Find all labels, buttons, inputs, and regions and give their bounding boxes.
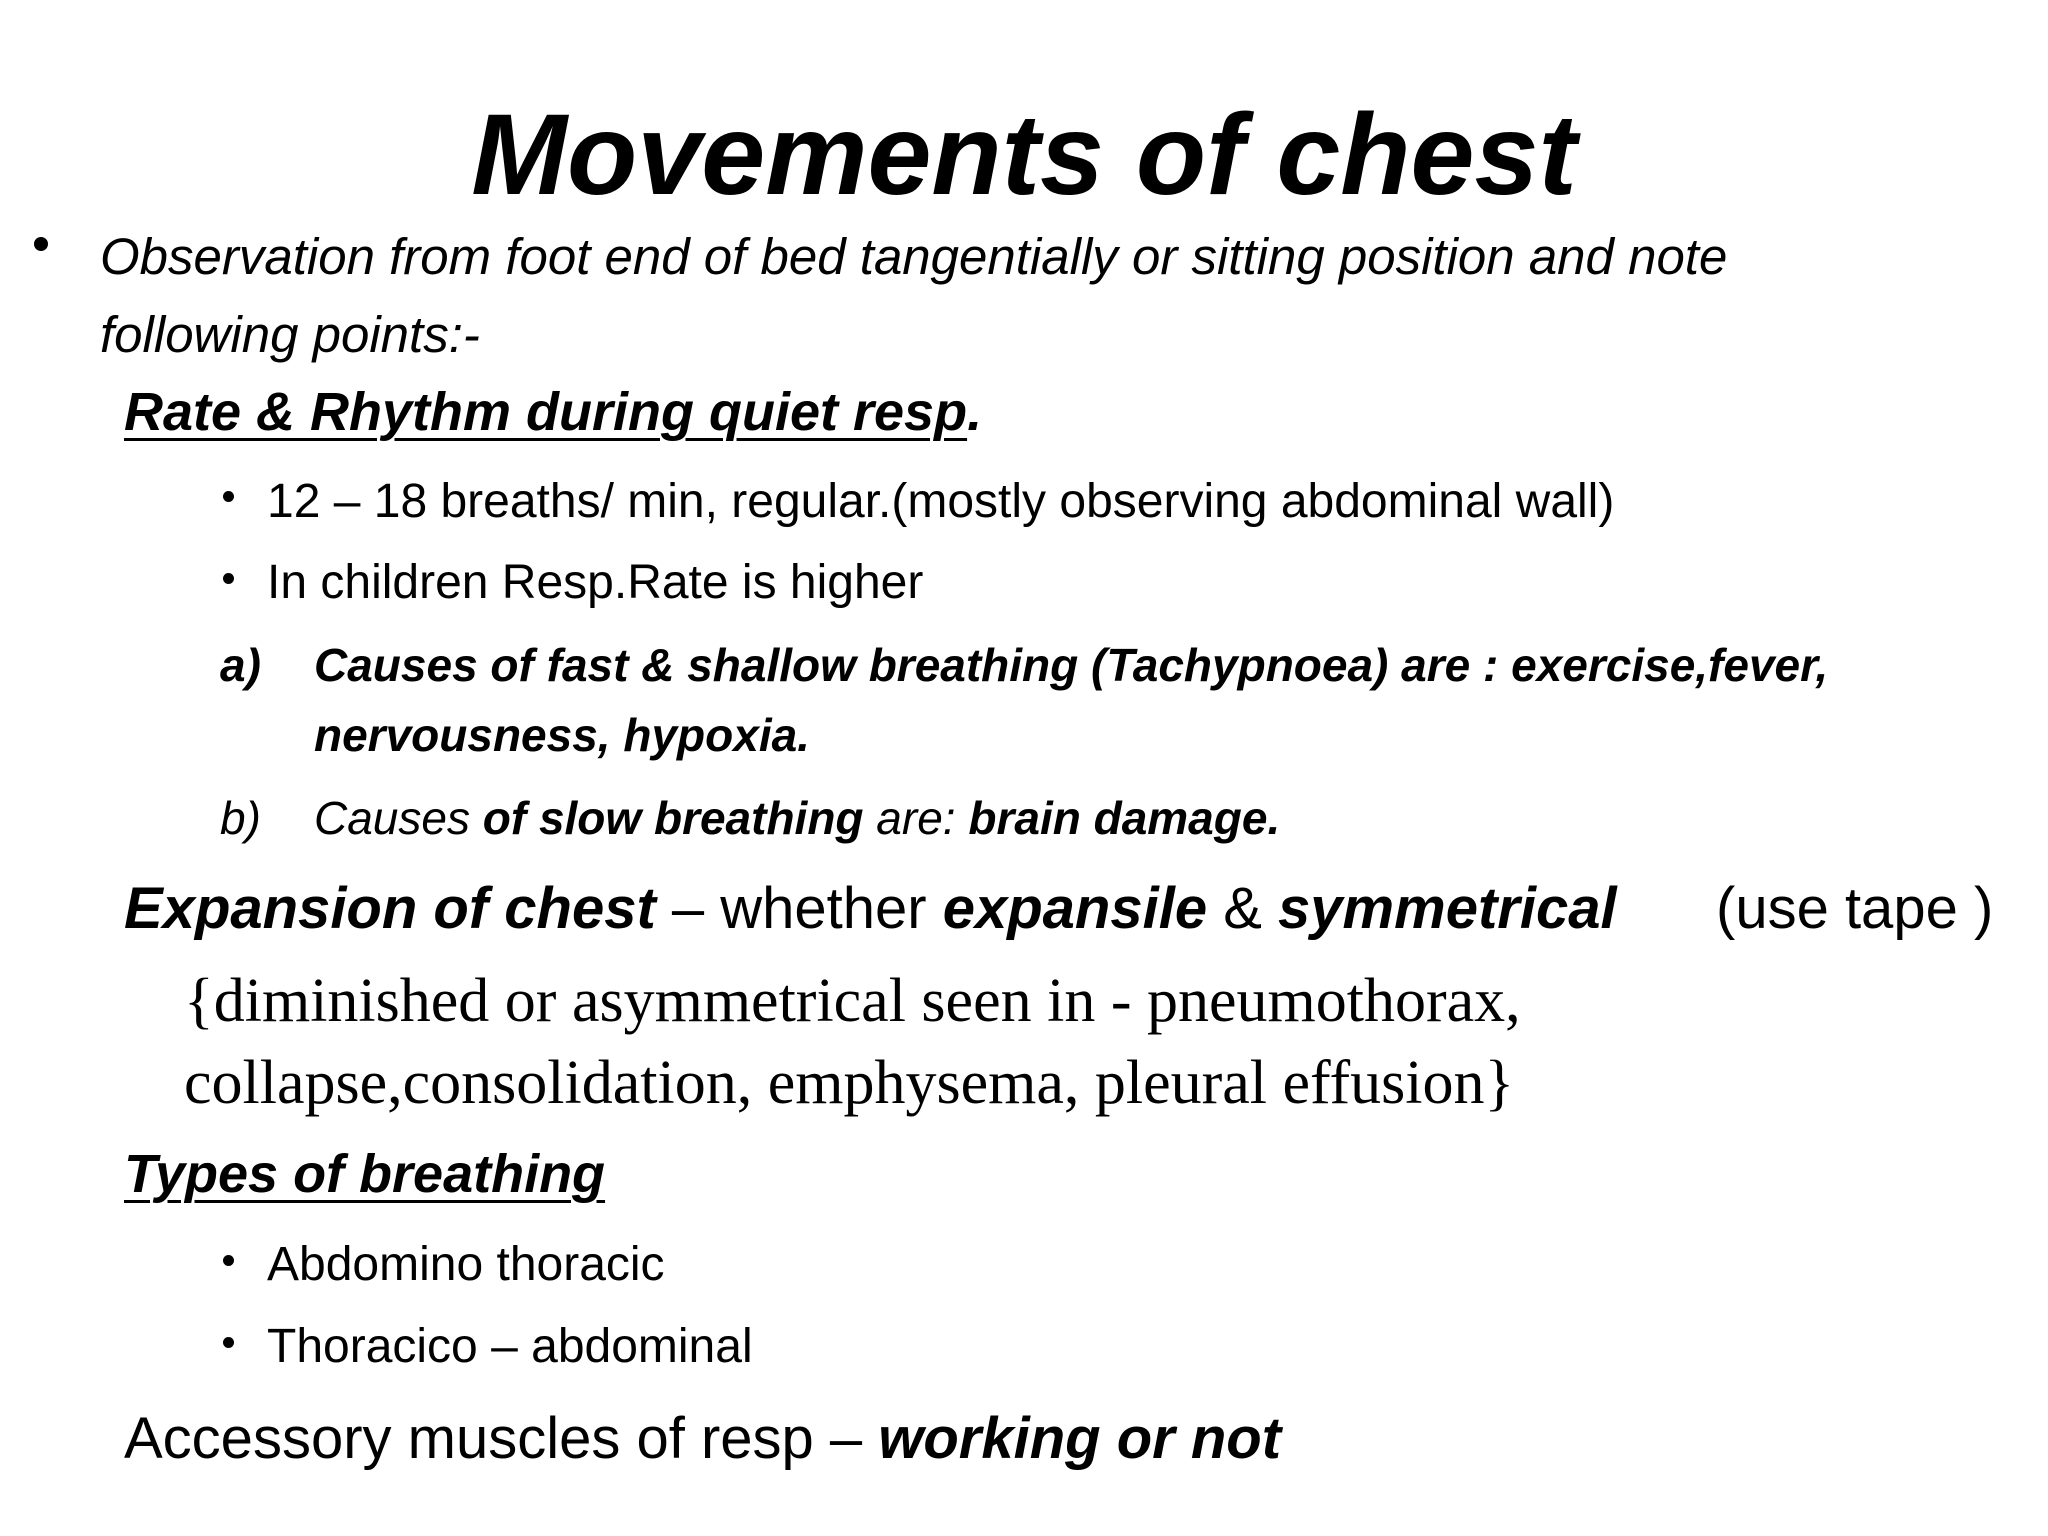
- slide-title: Movements of chest: [471, 91, 1577, 219]
- list-item-b-part-2: of slow breathing: [482, 792, 864, 844]
- list-item-b-part-4: brain damage: [968, 792, 1268, 844]
- list-item-b: [314, 792, 1281, 844]
- bullet-dot-icon: [34, 237, 48, 251]
- bullet-dot-icon: [223, 1337, 234, 1348]
- rate-heading-period: .: [967, 382, 983, 442]
- list-item-a-line-1: Causes of fast & shallow breathing (Tachypnoea) are : exercise,fever,: [314, 639, 1829, 691]
- expansion-note-line-2: collapse,consolidation, emphysema, pleural effusion}: [184, 1049, 1515, 1117]
- bullet-dot-icon: [223, 1255, 234, 1266]
- expansion-amp: &: [1207, 876, 1279, 941]
- types-heading: [124, 1144, 606, 1204]
- bullet-dot-icon: [223, 491, 234, 502]
- intro-line-2: following points:-: [100, 306, 480, 363]
- list-item-a-line-2: nervousness, hypoxia.: [314, 709, 810, 761]
- types-heading-text: Types of breathing: [124, 1144, 606, 1204]
- list-item-b-part-5: .: [1267, 792, 1281, 844]
- expansion-tape-note: (use tape ): [1716, 876, 1994, 941]
- rate-bullet-2: In children Resp.Rate is higher: [267, 556, 924, 609]
- accessory-line: [124, 1406, 1282, 1471]
- list-item-a: [314, 630, 1828, 770]
- list-item-b-part-1: Causes: [314, 792, 483, 844]
- list-item-b-part-3: are:: [863, 792, 969, 844]
- accessory-part-1: Accessory muscles of resp –: [124, 1406, 879, 1471]
- types-bullet-2: Thoracico – abdominal: [267, 1320, 753, 1373]
- expansion-dash: – whether: [655, 876, 943, 941]
- accessory-part-2: working or not: [878, 1406, 1282, 1471]
- rate-heading-text: Rate & Rhythm during quiet resp: [124, 382, 968, 442]
- expansion-line: [124, 876, 1617, 941]
- types-bullet-1: Abdomino thoracic: [267, 1238, 665, 1291]
- rate-bullet-1: 12 – 18 breaths/ min, regular.(mostly observing abdominal wall): [267, 475, 1615, 528]
- intro-text: [100, 218, 1727, 374]
- expansion-note-line-1: {diminished or asymmetrical seen in - pneumothorax,: [184, 967, 1521, 1035]
- list-marker-b: b): [220, 792, 261, 844]
- list-marker-a: a): [220, 639, 261, 691]
- expansion-label: Expansion of chest: [124, 876, 656, 941]
- intro-line-1: Observation from foot end of bed tangentially or sitting position and note: [100, 228, 1728, 285]
- expansion-word-symmetrical: symmetrical: [1278, 876, 1617, 941]
- bullet-dot-icon: [223, 573, 234, 584]
- expansion-word-expansile: expansile: [942, 876, 1208, 941]
- rate-heading: [124, 382, 983, 442]
